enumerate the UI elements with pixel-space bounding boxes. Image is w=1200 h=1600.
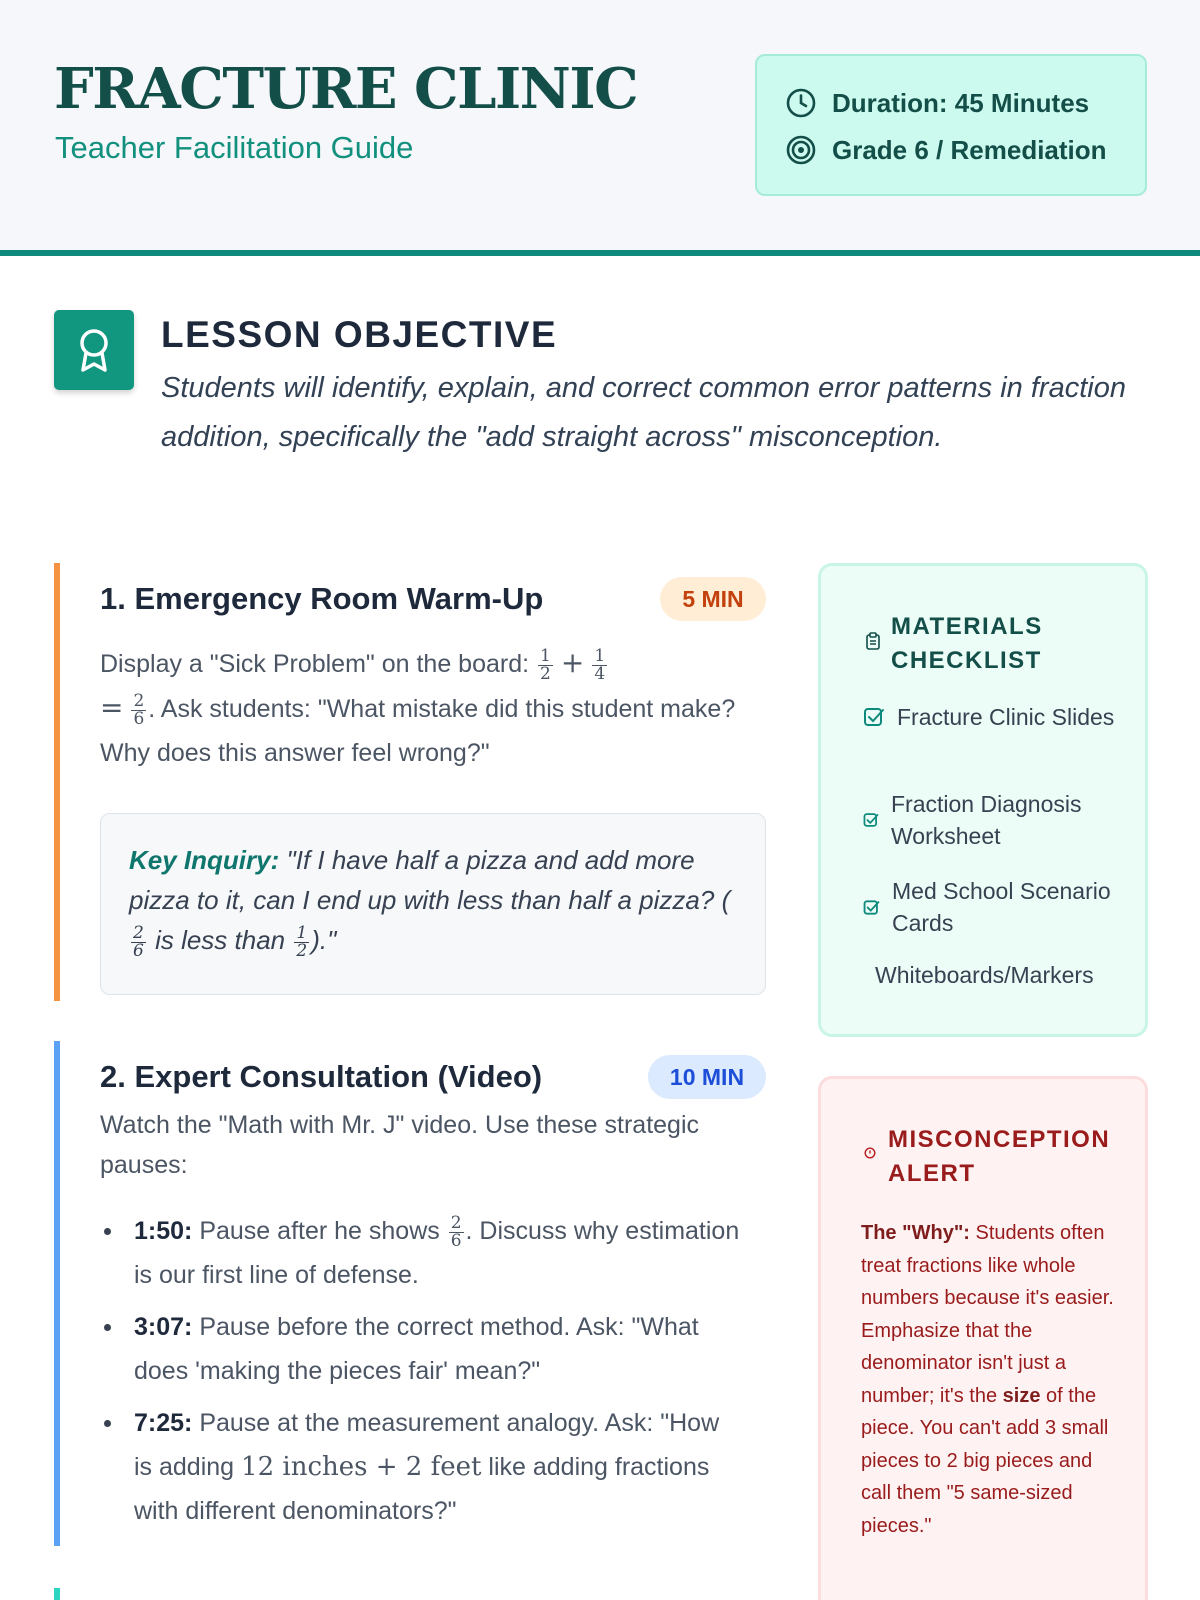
alert-title: MISCONCEPTION ALERT [888,1126,1111,1187]
section-expert-consultation [54,1041,766,1546]
video-pause-list [100,1209,740,1541]
fraction-one-half: $\frac{1}{2}$ [296,922,308,961]
checkbox-icon [863,812,879,828]
page-title: FRACTURE CLINIC [54,56,638,122]
materials-checklist-card [818,563,1148,1037]
materials-item: Whiteboards/Markers [875,962,1094,988]
misconception-alert-card [818,1076,1148,1600]
fraction-two-sixths: $\frac{2}{6}$ [133,922,144,961]
instruction-question: . Ask students: "What mistake did this student make? Why does this answer feel wrong?" [100,695,736,767]
video-intro: Watch the "Math with Mr. J" video. Use these strategic pauses: [100,1111,699,1179]
equals-sign: = [100,691,124,724]
plus-sign: + [560,646,585,679]
page-subtitle: Teacher Facilitation Guide [55,130,414,165]
materials-item: Med School Scenario Cards [863,875,1133,939]
key-inquiry-box [100,813,766,995]
checkbox-icon [863,899,880,916]
fraction-two-sixths: $\frac{2}{6}$ [450,1212,462,1251]
list-item: 7:25: Pause at the measurement analogy. Ask: "How is adding 12 inches + 2 feet like adding fractions with different denominators?" [100,1401,740,1533]
objective-text: Students will identify, explain, and correct common error patterns in fraction addition, specifically the "add straight across" misconception. [161,372,1126,453]
fraction-one-quarter: $\frac{1}{4}$ [594,645,606,684]
section-accent-bar [54,1041,60,1546]
list-item: 1:50: Pause after he shows $\frac{2}{6}$ . Discuss why estimation is our first line of defense. [100,1209,740,1297]
time-badge: 5 MIN [660,577,766,621]
award-ribbon-icon [74,326,114,374]
alert-label: The "Why": [861,1222,970,1244]
header [0,0,1200,256]
alert-circle-icon [864,1147,876,1159]
duration-text: Duration: 45 Minutes [832,87,1090,118]
lesson-meta-box [755,54,1147,196]
key-inquiry-text: Key Inquiry: "If I have half a pizza and add more pizza to it, can I end up with less than half a pizza? ( $\frac{2}{6}$ is less than $\frac{1}{2}$ )." [129,845,731,961]
alert-body: The "Why": Students often treat fractions like whole numbers because it's easier. Emphasize that the denominator isn't just a number; it's the size of the piece. You can't add 3 small pieces to 2 big pieces and call them "5 same-sized pieces." [861,1222,1114,1537]
key-inquiry-label: Key Inquiry: [129,845,280,875]
warm-up-instructions [100,641,740,775]
objective-icon-box [54,310,134,390]
time-badge: 10 MIN [648,1055,766,1099]
section-title: 1. Emergency Room Warm-Up [100,581,544,616]
clock-icon [785,87,817,119]
grade-text: Grade 6 / Remediation [832,134,1107,165]
materials-item: Fraction Diagnosis Worksheet [863,788,1133,852]
next-section-accent-bar [54,1588,60,1600]
objective-title: LESSON OBJECTIVE [161,314,558,355]
instruction-text: Display a "Sick Problem" on the board: [100,650,530,678]
list-item: 3:07: Pause before the correct method. Ask: "What does 'making the pieces fair' mean?" [100,1305,740,1393]
duration-row [785,87,1089,119]
materials-title: MATERIALS CHECKLIST [891,613,1043,674]
clipboard-icon [865,632,881,650]
target-icon [785,134,817,166]
fraction-one-half: $\frac{1}{2}$ [540,645,551,684]
section-accent-bar [54,563,60,1001]
fraction-two-sixths: $\frac{2}{6}$ [133,690,145,729]
section-warm-up [54,563,766,1001]
checkbox-icon [863,706,885,728]
materials-item: Fracture Clinic Slides [863,701,1133,733]
grade-row [785,134,1107,166]
section-title: 2. Expert Consultation (Video) [100,1059,543,1094]
